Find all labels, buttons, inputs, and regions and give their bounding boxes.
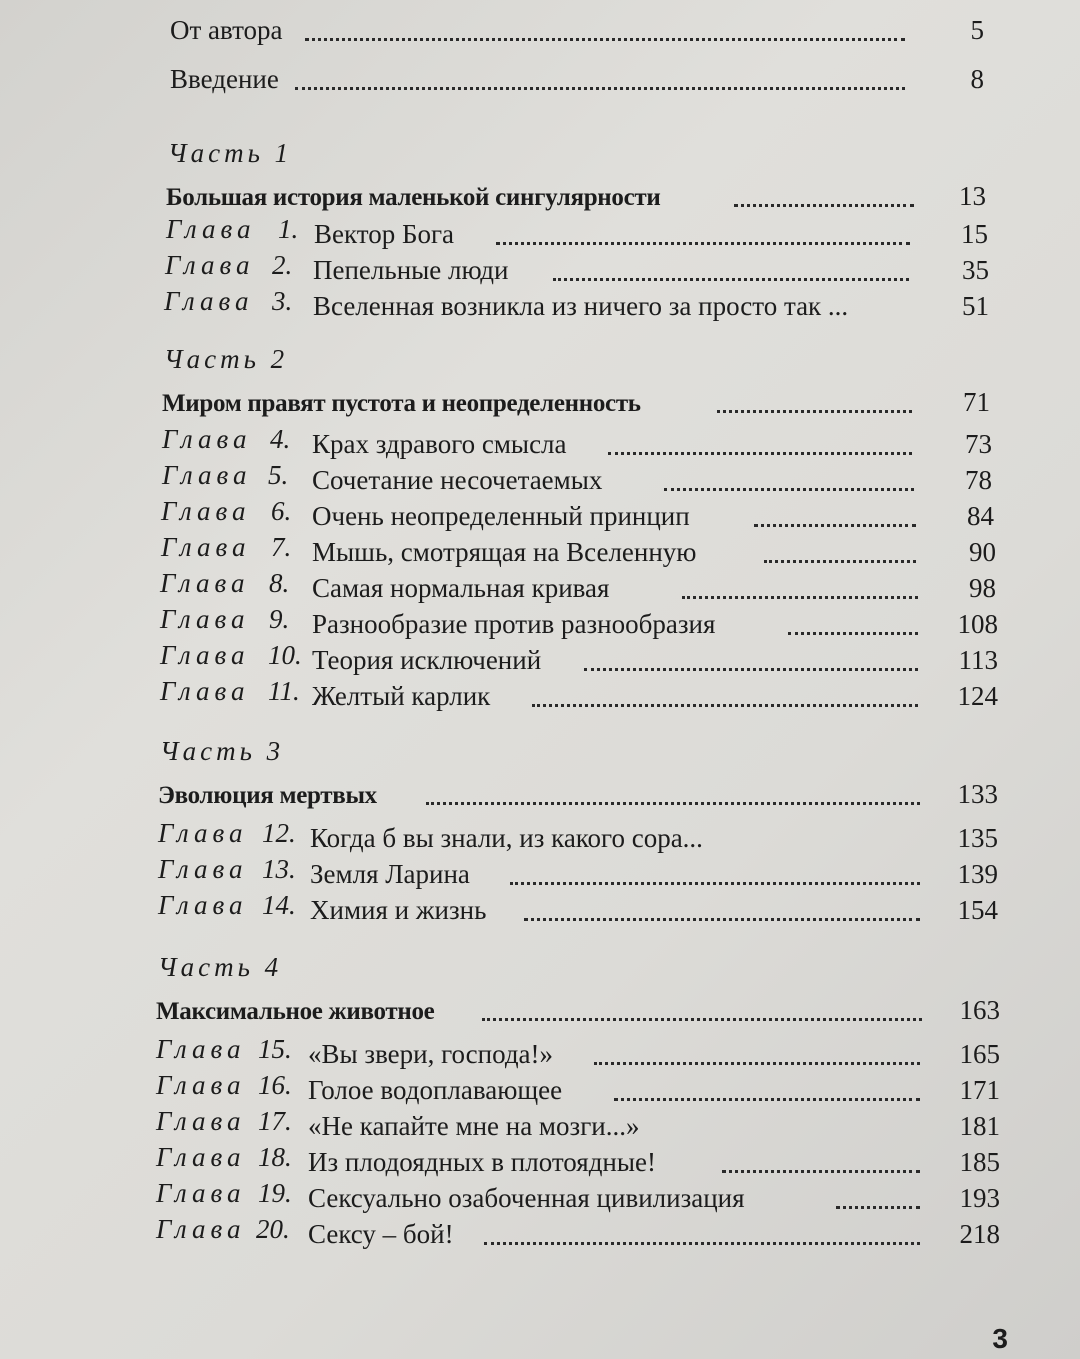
chapter-title: Самая нормальная кривая — [312, 573, 610, 603]
entry-title: Введение — [170, 64, 279, 94]
chapter-prefix: Глава — [158, 818, 248, 848]
chapter-prefix: Глава — [160, 568, 250, 598]
leader-dots — [295, 87, 905, 90]
entry-page: 71 — [963, 387, 990, 417]
toc-entry-chapter[interactable] — [312, 634, 998, 674]
chapter-title: Голое водоплавающее — [308, 1075, 563, 1105]
chapter-number: 6. — [271, 496, 292, 526]
leader-dots — [532, 704, 918, 707]
entry-page: 90 — [969, 537, 996, 567]
toc-entry-chapter[interactable] — [308, 1136, 1000, 1176]
chapter-title: Сочетание несочетаемых — [312, 465, 603, 495]
chapter-title: Теория исключений — [312, 645, 542, 675]
chapter-number: 4. — [270, 424, 291, 454]
chapter-prefix: Глава — [162, 460, 252, 490]
chapter-title: Сексу – бой! — [308, 1219, 454, 1249]
toc-entry-chapter[interactable] — [312, 598, 998, 638]
chapter-prefix: Глава — [160, 640, 250, 670]
toc-entry-chapter[interactable] — [312, 490, 994, 530]
chapter-title: Когда б вы знали, из какого сора... — [310, 823, 703, 853]
toc-entry-chapter[interactable] — [312, 418, 992, 458]
chapter-number: 16. — [258, 1070, 292, 1100]
entry-page: 78 — [965, 465, 992, 495]
chapter-title: Желтый карлик — [312, 681, 491, 711]
toc-entry-chapter[interactable] — [312, 670, 998, 710]
leader-dots — [717, 410, 912, 413]
entry-page: 5 — [970, 15, 984, 45]
leader-dots — [305, 38, 905, 41]
chapter-prefix: Глава — [164, 286, 254, 316]
part-title: Миром правят пустота и неопределенность — [162, 390, 641, 417]
entry-page: 84 — [967, 501, 994, 531]
toc-entry-chapter[interactable] — [308, 1208, 1000, 1248]
toc-entry-chapter[interactable] — [310, 884, 998, 924]
toc-entry-chapter[interactable] — [308, 1172, 1000, 1212]
part-label: Часть 3 — [160, 736, 285, 766]
entry-page: 13 — [959, 181, 986, 211]
leader-dots — [524, 918, 920, 921]
leader-dots — [484, 1242, 920, 1245]
entry-page: 135 — [957, 823, 998, 853]
toc-entry-chapter[interactable] — [314, 208, 988, 248]
chapter-prefix: Глава — [156, 1034, 246, 1064]
entry-title: От автора — [170, 15, 283, 45]
chapter-title: Сексуально озабоченная цивилизация — [308, 1183, 745, 1213]
entry-page: 218 — [959, 1219, 1000, 1249]
chapter-prefix: Глава — [156, 1106, 246, 1136]
part-label: Часть 4 — [158, 952, 283, 982]
chapter-prefix: Глава — [156, 1214, 246, 1244]
entry-page: 73 — [965, 429, 992, 459]
chapter-number: 15. — [258, 1034, 292, 1064]
chapter-title: Из плодоядных в плотоядные! — [308, 1147, 656, 1177]
chapter-prefix: Глава — [160, 604, 250, 634]
chapter-prefix: Глава — [156, 1142, 246, 1172]
toc-entry-from-author[interactable] — [170, 4, 984, 44]
chapter-number: 11. — [268, 676, 300, 706]
chapter-number: 14. — [262, 890, 296, 920]
entry-page: 139 — [957, 859, 998, 889]
part-title-entry[interactable] — [156, 984, 1000, 1024]
chapter-title: Разнообразие против разнообразия — [312, 609, 716, 639]
toc-entry-chapter[interactable] — [312, 562, 996, 602]
entry-page: 193 — [959, 1183, 1000, 1213]
chapter-title: Вектор Бога — [314, 219, 455, 249]
part-label: Часть 2 — [164, 344, 289, 374]
chapter-prefix: Глава — [160, 676, 250, 706]
toc-entry-chapter[interactable] — [308, 1100, 1000, 1140]
leader-dots — [482, 1018, 922, 1021]
entry-page: 124 — [957, 681, 998, 711]
chapter-title: Пепельные люди — [313, 255, 509, 285]
entry-page: 98 — [969, 573, 996, 603]
entry-page: 165 — [959, 1039, 1000, 1069]
chapter-number: 18. — [258, 1142, 292, 1172]
chapter-title: Очень неопределенный принцип — [312, 501, 690, 531]
toc-entry-chapter[interactable] — [312, 454, 992, 494]
toc-entry-chapter[interactable] — [310, 812, 998, 852]
chapter-title: Вселенная возникла из ничего за просто так ... — [313, 291, 849, 321]
part-title-entry[interactable] — [158, 768, 998, 808]
entry-page: 108 — [957, 609, 998, 639]
entry-page: 51 — [962, 291, 989, 321]
chapter-number: 3. — [272, 286, 293, 316]
entry-page: 15 — [961, 219, 988, 249]
toc-entry-chapter[interactable] — [312, 526, 996, 566]
part-label: Часть 1 — [168, 138, 293, 168]
toc-entry-chapter[interactable] — [310, 848, 998, 888]
part-title-entry[interactable] — [166, 170, 986, 210]
toc-entry-chapter[interactable] — [313, 244, 989, 284]
entry-page: 154 — [957, 895, 998, 925]
chapter-title: Мышь, смотрящая на Вселенную — [312, 537, 697, 567]
page-number: 3 — [992, 1323, 1008, 1354]
toc-entry-chapter[interactable] — [308, 1028, 1000, 1068]
entry-page: 8 — [970, 64, 984, 94]
toc-entry-introduction[interactable] — [170, 53, 984, 93]
chapter-prefix: Глава — [161, 532, 251, 562]
chapter-number: 2. — [272, 250, 293, 280]
entry-page: 113 — [958, 645, 998, 675]
chapter-number: 17. — [258, 1106, 292, 1136]
entry-page: 163 — [959, 995, 1000, 1025]
chapter-title: «Вы звери, господа!» — [308, 1039, 554, 1069]
chapter-prefix: Глава — [156, 1070, 246, 1100]
entry-page: 171 — [959, 1075, 1000, 1105]
leader-dots — [426, 802, 920, 805]
chapter-prefix: Глава — [161, 496, 251, 526]
entry-page: 133 — [957, 779, 998, 809]
chapter-title: Земля Ларина — [310, 859, 470, 889]
chapter-number: 10. — [268, 640, 302, 670]
entry-page: 181 — [959, 1111, 1000, 1141]
chapter-number: 7. — [271, 532, 292, 562]
chapter-number: 1. — [278, 214, 299, 244]
chapter-prefix: Глава — [156, 1178, 246, 1208]
chapter-number: 20. — [256, 1214, 290, 1244]
chapter-title: Крах здравого смысла — [312, 429, 567, 459]
chapter-number: 5. — [268, 460, 289, 490]
entry-page: 185 — [959, 1147, 1000, 1177]
entry-page: 35 — [962, 255, 989, 285]
toc-entry-chapter[interactable] — [313, 280, 989, 320]
chapter-prefix: Глава — [166, 214, 256, 244]
chapter-number: 8. — [269, 568, 290, 598]
chapter-number: 12. — [262, 818, 296, 848]
part-title-entry[interactable] — [162, 376, 990, 416]
chapter-number: 19. — [258, 1178, 292, 1208]
chapter-prefix: Глава — [162, 424, 252, 454]
chapter-prefix: Глава — [158, 854, 248, 884]
part-title: Эволюция мертвых — [158, 782, 377, 809]
chapter-title: «Не капайте мне на мозги...» — [308, 1111, 640, 1141]
part-title: Максимальное животное — [156, 998, 435, 1025]
chapter-prefix: Глава — [158, 890, 248, 920]
chapter-number: 9. — [269, 604, 290, 634]
part-title: Большая история маленькой сингулярности — [166, 184, 661, 211]
chapter-title: Химия и жизнь — [310, 895, 487, 925]
chapter-prefix: Глава — [165, 250, 255, 280]
toc-entry-chapter[interactable] — [308, 1064, 1000, 1104]
leader-dots — [734, 204, 914, 207]
chapter-number: 13. — [262, 854, 296, 884]
